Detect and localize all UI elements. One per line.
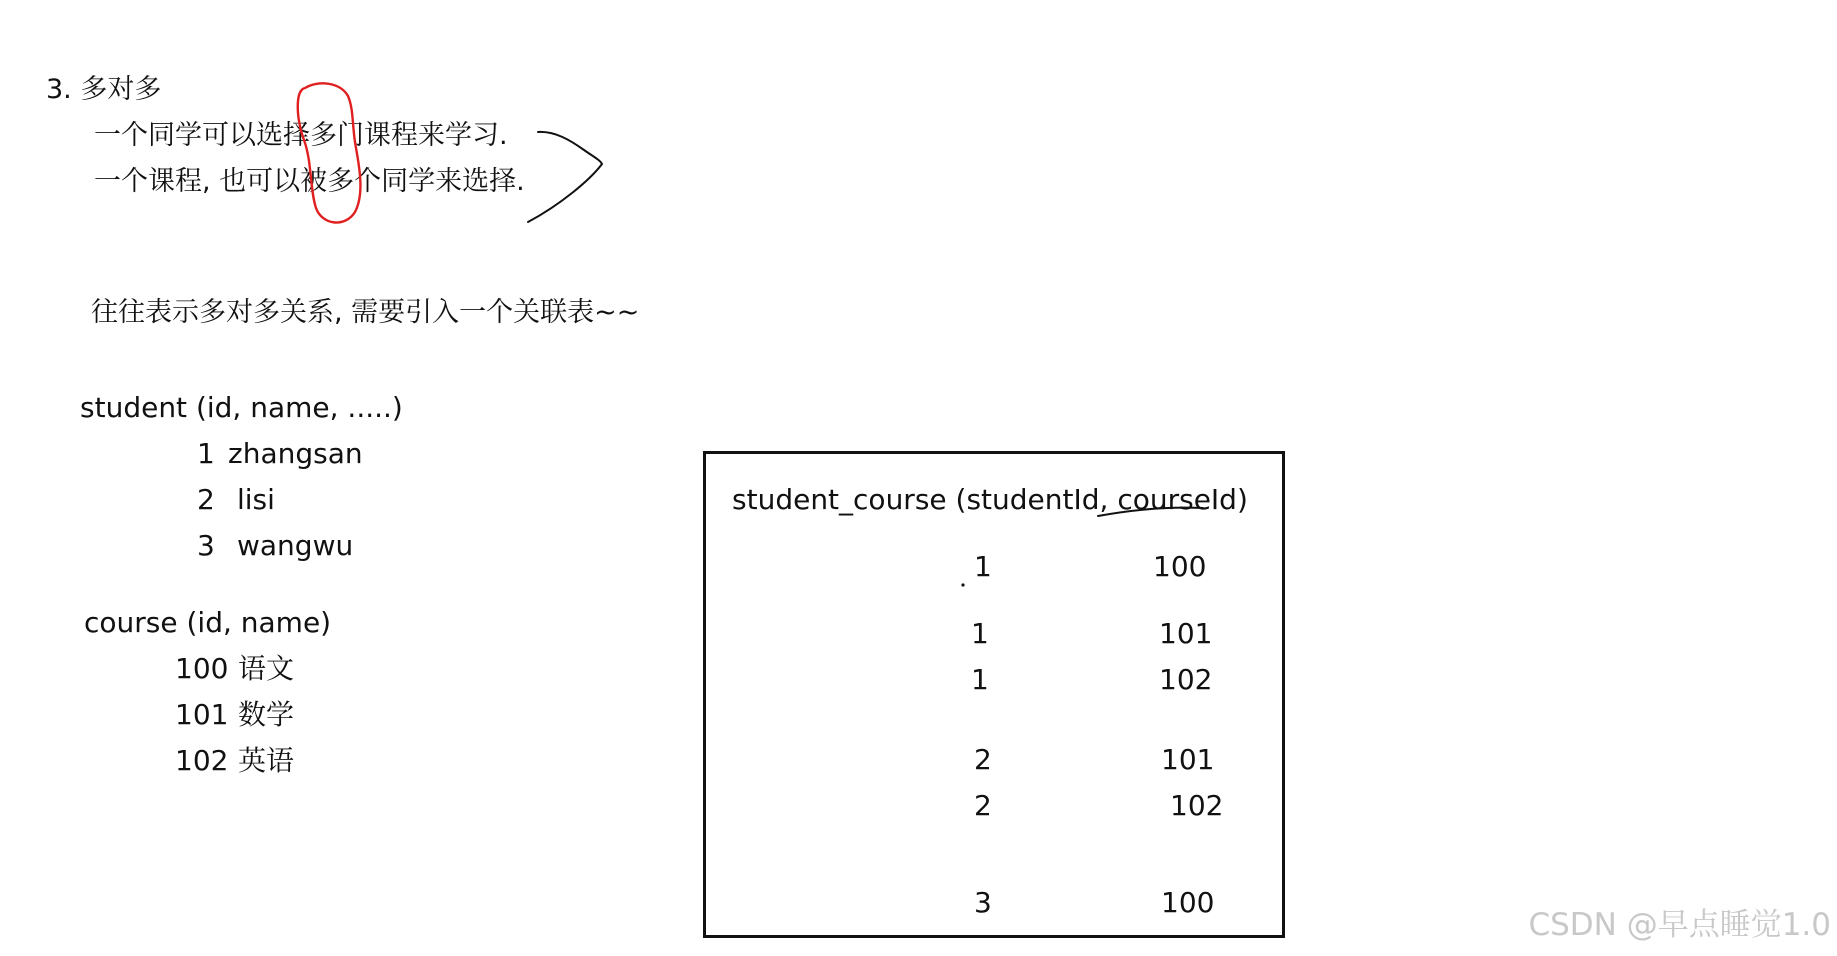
course-table-header: course (id, name) xyxy=(84,606,332,639)
course-id-cell: 101 xyxy=(1159,617,1213,650)
student-row-id: 2 xyxy=(197,483,215,516)
section-heading: 3. 多对多 xyxy=(46,74,162,105)
student-id-cell: 2 xyxy=(974,789,992,822)
student-row-name: zhangsan xyxy=(228,437,363,470)
student-row-name: wangwu xyxy=(237,529,354,562)
course-row-id: 101 xyxy=(175,698,229,731)
student-row-id: 1 xyxy=(197,437,215,470)
student-id-cell: 1 xyxy=(971,663,989,696)
course-id-cell: 100 xyxy=(1153,550,1207,583)
course-id-cell: 102 xyxy=(1159,663,1213,696)
red-loop-annotation xyxy=(298,83,361,222)
student-id-cell: 3 xyxy=(974,886,992,919)
course-id-cell: 100 xyxy=(1161,886,1215,919)
student-row-id: 3 xyxy=(197,529,215,562)
student-id-cell: 1 xyxy=(971,617,989,650)
student-course-table-header: student_course (studentId, courseId) xyxy=(732,483,1248,516)
csdn-watermark: CSDN @早点睡觉1.0 xyxy=(1528,907,1831,943)
course-row-name: 数学 xyxy=(238,698,295,731)
student-table-header: student (id, name, .....) xyxy=(80,391,403,424)
course-row-name: 英语 xyxy=(238,744,295,777)
course-row-id: 100 xyxy=(175,652,229,685)
course-row-name: 语文 xyxy=(238,652,295,685)
course-row-id: 102 xyxy=(175,744,229,777)
course-id-cell: 101 xyxy=(1161,743,1215,776)
association-table-note: 往往表示多对多关系, 需要引入一个关联表~~ xyxy=(91,297,640,328)
chevron-bracket-annotation xyxy=(528,132,602,222)
student-course-table xyxy=(703,451,1285,938)
student-row-name: lisi xyxy=(237,483,275,516)
sentence-line-1: 一个同学可以选择多门课程来学习. xyxy=(94,120,508,151)
student-id-cell: 2 xyxy=(974,743,992,776)
student-id-cell: 1 xyxy=(974,550,992,583)
sentence-line-2: 一个课程, 也可以被多个同学来选择. xyxy=(94,166,525,197)
course-id-cell: 102 xyxy=(1170,789,1224,822)
